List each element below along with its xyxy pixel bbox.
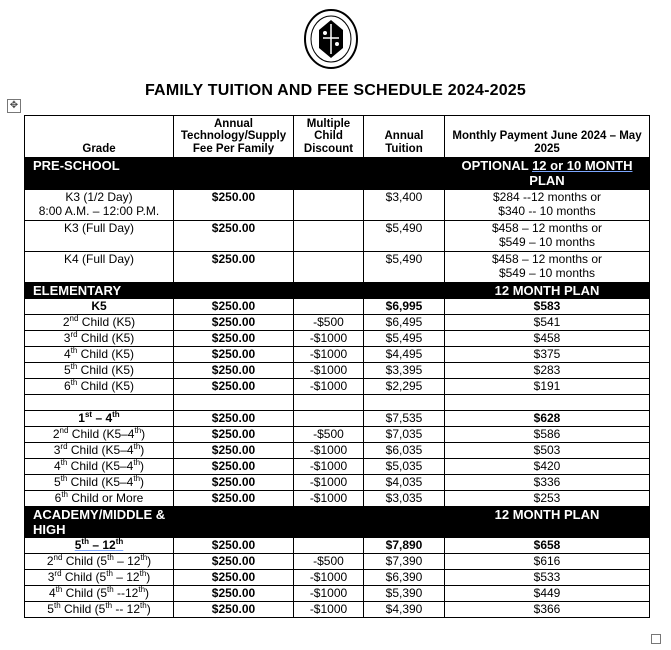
header-discount: Multiple Child Discount <box>294 116 364 158</box>
header-tuition: Annual Tuition <box>364 116 445 158</box>
table-row: 4th Child (K5) $250.00 -$1000 $4,495 $375 <box>25 347 650 363</box>
page-title: FAMILY TUITION AND FEE SCHEDULE 2024-2025 <box>144 82 527 99</box>
section-preschool <box>25 158 650 190</box>
table-row: K3 (Full Day) $250.00 $5,490 $458 – 12 months or $549 – 10 months <box>25 221 650 252</box>
section-plan: 12 MONTH PLAN <box>445 507 650 538</box>
table-row: 4th Child (K5–4th) $250.00 -$1000 $5,035 $420 <box>25 459 650 475</box>
table-row: 6th Child (K5) $250.00 -$1000 $2,295 $191 <box>25 379 650 395</box>
table-row: K5 $250.00 $6,995 $583 <box>25 299 650 315</box>
table-row: 4th Child (5th --12th) $250.00 -$1000 $5,390 $449 <box>25 586 650 602</box>
section-label: PRE-SCHOOL <box>25 158 445 190</box>
table-row: 5th – 12th $250.00 $7,890 $658 <box>25 538 650 554</box>
table-row: 2nd Child (5th – 12th) $250.00 -$500 $7,390 $616 <box>25 554 650 570</box>
table-move-handle-icon[interactable]: ✥ <box>7 99 21 113</box>
table-row: 1st – 4th $250.00 $7,535 $628 <box>25 411 650 427</box>
table-row: 5th Child (K5–4th) $250.00 -$1000 $4,035 $336 <box>25 475 650 491</box>
header-monthly: Monthly Payment June 2024 – May 2025 <box>445 116 650 158</box>
header-grade: Grade <box>25 116 174 158</box>
table-row: 6th Child or More $250.00 -$1000 $3,035 $253 <box>25 491 650 507</box>
section-label: ELEMENTARY <box>25 283 445 299</box>
school-seal-logo <box>303 8 359 70</box>
section-label: ACADEMY/MIDDLE & HIGH <box>25 507 445 538</box>
section-elementary <box>25 283 650 299</box>
table-row: 3rd Child (K5) $250.00 -$1000 $5,495 $458 <box>25 331 650 347</box>
table-row: 2nd Child (K5) $250.00 -$500 $6,495 $541 <box>25 315 650 331</box>
table-row: K3 (1/2 Day) 8:00 A.M. – 12:00 P.M. $250.00 $3,400 $284 --12 months or $340 -- 10 months <box>25 190 650 221</box>
tuition-fee-table <box>24 115 650 618</box>
table-row: 3rd Child (5th – 12th) $250.00 -$1000 $6,390 $533 <box>25 570 650 586</box>
table-resize-handle[interactable] <box>651 634 661 644</box>
section-academy <box>25 507 650 538</box>
table-row: K4 (Full Day) $250.00 $5,490 $458 – 12 months or $549 – 10 months <box>25 252 650 283</box>
table-row: 2nd Child (K5–4th) $250.00 -$500 $7,035 $586 <box>25 427 650 443</box>
table-row: 5th Child (K5) $250.00 -$1000 $3,395 $283 <box>25 363 650 379</box>
header-tech-fee: Annual Technology/Supply Fee Per Family <box>174 116 294 158</box>
table-header-row <box>25 116 650 158</box>
blank-row <box>25 395 650 411</box>
table-row: 5th Child (5th -- 12th) $250.00 -$1000 $4,390 $366 <box>25 602 650 618</box>
section-plan: OPTIONAL 12 or 10 MONTH PLAN <box>445 158 650 190</box>
table-row: 3rd Child (K5–4th) $250.00 -$1000 $6,035 $503 <box>25 443 650 459</box>
section-plan: 12 MONTH PLAN <box>445 283 650 299</box>
